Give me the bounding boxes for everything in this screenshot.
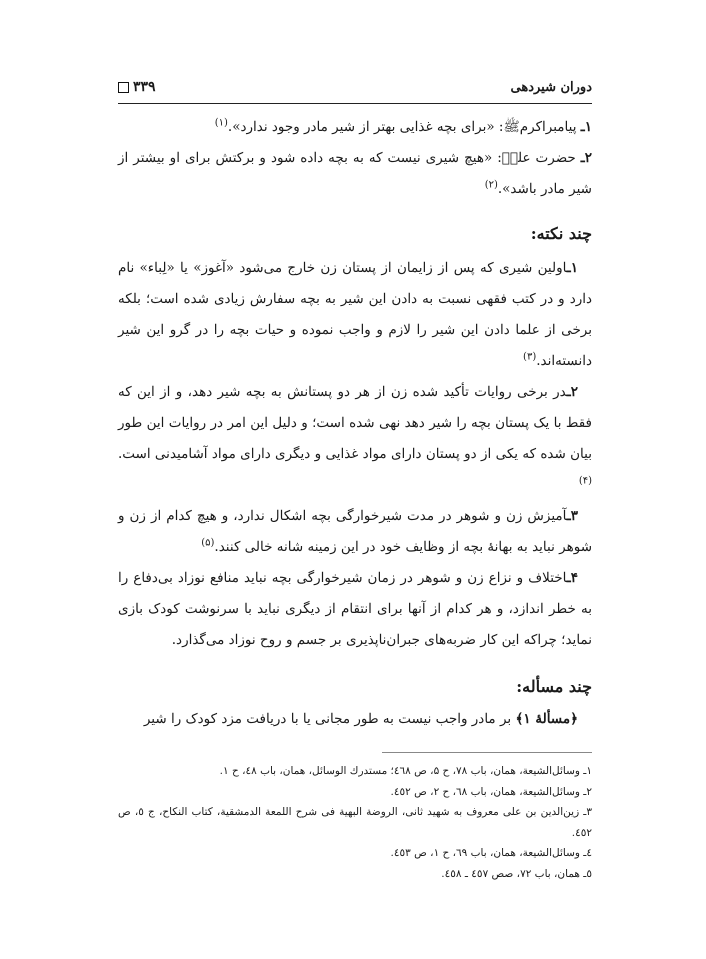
footnotes (118, 761, 592, 884)
footnote-rule (382, 752, 592, 753)
point-4: ۴ـاختلاف و نزاع زن و شوهر در زمان شیرخوارگی بچه نباید منافع نوزاد بی‌دفاع را به خطر اندازد، و هر کدام از آنها برای انتقام از دیگری نباید با سرنوشت کودک بازی نماید؛ چراکه این کار ضربه‌های جبران‌ناپذیری بر جسم و روح نوزاد می‌گذارد. (118, 570, 592, 648)
narration-2: ۲ـ حضرت علیؑ: «هیچ شیری نیست که به بچه داده شود و برکتش برای او بیشتر از شیر مادر باشد».$^{(۲)}$ (118, 150, 592, 197)
point-3: ۳ـآمیزش زن و شوهر در مدت شیرخوارگی بچه اشکال ندارد، و هیچ کدام از زن و شوهر نباید به بهانهٔ بچه از وظایف خود در این زمینه شانه خالی کنند.$^{(۵)}$ (118, 508, 592, 555)
page-number-group (118, 79, 156, 95)
point-2: ۲ـدر برخی روایات تأکید شده زن از هر دو پستانش به بچه شیر دهد، و از این که فقط با یک پستان بچه را شیر دهد نهی شده است؛ و دلیل این امر در روایات این طور بیان شده که یکی از دو پستان دارای مواد غذایی و دیگری دارای مواد آشامیدنی است.$^{(۴)}$ (118, 384, 592, 487)
footnote-5: ٥ـ همان، باب ۷۲، صص ٤٥۷ ـ ٤٥۸. (441, 867, 592, 880)
header-rule (118, 103, 592, 104)
running-header (118, 78, 592, 100)
footnote-3: ۳ـ زین‌الدین بن علی معروف به شهید ثانی، الروضة البهیة فی شرح اللمعة الدمشقیة، کتاب النکاح، ج ٥، ص ٤٥۲. (118, 806, 592, 839)
point-1: ۱ـاولین شیری که پس از زایمان از پستان زن خارج می‌شود «آغوز» یا «لِباء» نام دارد و در کتب فقهی نسبت به دادن این شیر به بچه سفارش زیادی شده است؛ بلکه برخی از علما دادن این شیر را لازم و واجب نموده و حیات بچه را در گرو این شیر دانسته‌اند.$^{(۳)}$ (118, 260, 592, 369)
footnote-4: ٤ـ وسائل‌الشیعة، همان، باب ٦۹، ح ۱، ص ٤٥۳. (390, 847, 592, 859)
chapter-title: دوران شیردهی (510, 80, 592, 95)
footnote-ref: (۲) (484, 179, 498, 191)
page-number: ۳۳۹ (133, 79, 156, 95)
issue-1: ﴿مسألهٔ ۱﴾ بر مادر واجب نیست به طور مجانی یا با دریافت مزد کودک را شیر (143, 711, 578, 727)
footnote-ref: (۵) (201, 537, 215, 549)
narration-1: ۱ـ پیامبراکرمﷺ: «برای بچه غذایی بهتر از شیر مادر وجود ندارد».$^{(۱)}$ (214, 117, 592, 135)
section-heading-points: چند نکته: (530, 224, 592, 243)
footnote-1: ۱ـ وسائل‌الشیعة، همان، باب ۷۸، ح ۵، ص ٤٦۸؛ مستدرك الوسائل، همان، باب ٤۸، ح ۱. (219, 765, 592, 777)
footnote-ref: (۴) (578, 475, 592, 487)
footnote-2: ۲ـ وسائل‌الشیعة، همان، باب ٦۸، ح ۲، ص ٤٥۲. (390, 785, 592, 798)
footnote-ref: (۱) (214, 117, 228, 129)
footnote-ref: (۳) (523, 351, 537, 363)
section-heading-issues: چند مسأله: (516, 677, 592, 696)
main-text (118, 112, 592, 735)
square-ornament-icon (118, 82, 129, 93)
